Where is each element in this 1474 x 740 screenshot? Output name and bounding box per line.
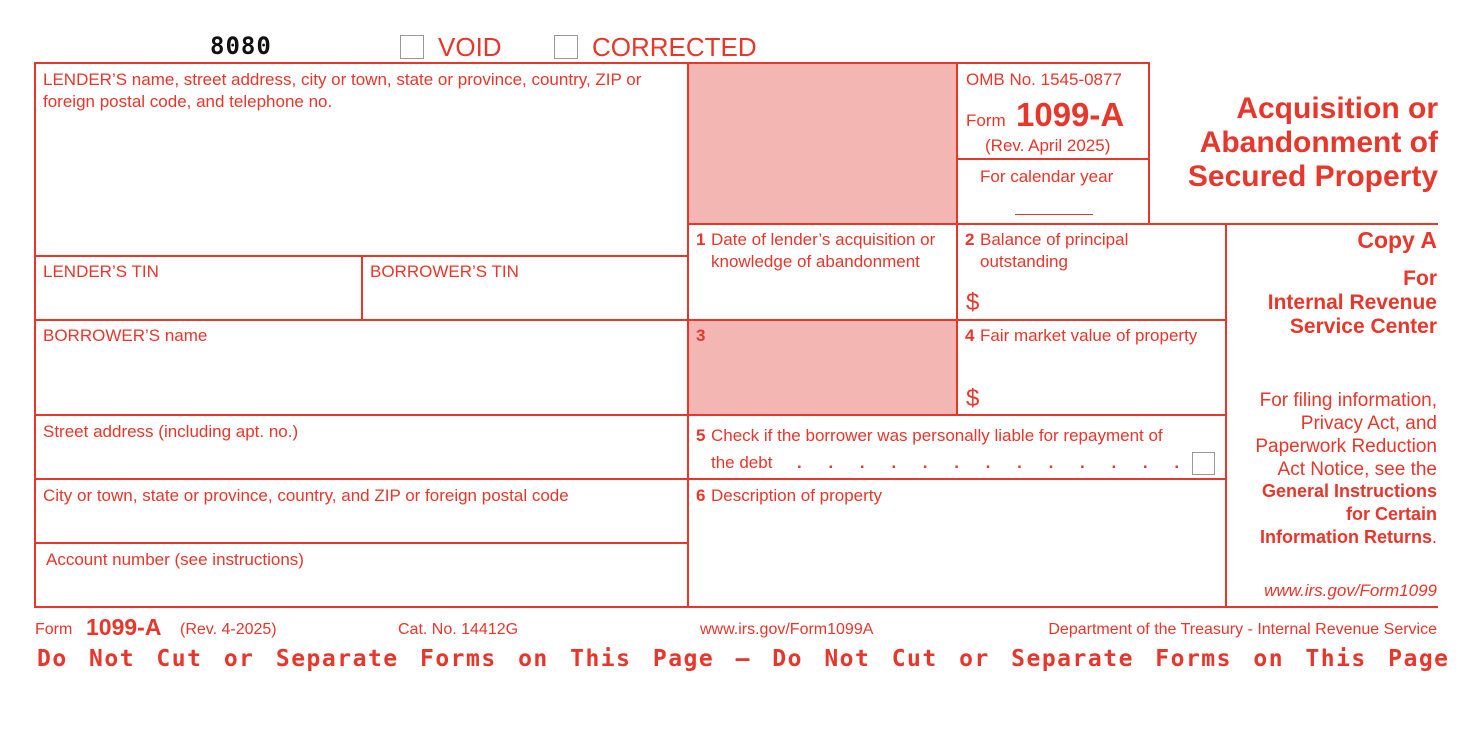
calendar-year-label: For calendar year xyxy=(980,167,1114,186)
grid-line xyxy=(687,62,689,608)
box2-label: Balance of principal outstanding xyxy=(980,230,1129,271)
box2-field[interactable] xyxy=(985,284,1223,318)
box4-field[interactable] xyxy=(985,380,1223,413)
box2-number: 2 xyxy=(965,230,975,249)
copy-label: Copy A xyxy=(1357,227,1437,253)
irs-url-link[interactable]: www.irs.gov/Form1099 xyxy=(1264,581,1437,600)
do-not-cut-warning: Do Not Cut or Separate Forms on This Page — Do Not Cut or Separate Forms on This Page xyxy=(37,646,1450,672)
box4-label: Fair market value of property xyxy=(980,326,1198,345)
info-line1: For filing information, xyxy=(1259,390,1437,411)
grid-line xyxy=(34,414,1226,416)
corrected-label: CORRECTED xyxy=(592,32,757,62)
box5-leader-dots: . . . . . . . . . . . . . xyxy=(797,453,1191,472)
box3-number: 3 xyxy=(696,326,706,345)
box6-number: 6 xyxy=(696,486,706,505)
box2-dollar: $ xyxy=(966,289,980,316)
calendar-year-field[interactable] xyxy=(1015,190,1093,214)
box5-checkbox[interactable] xyxy=(1192,452,1215,475)
form-title-line1: Acquisition or xyxy=(1236,92,1438,125)
lender-name-field[interactable] xyxy=(37,112,686,254)
form-title-line2: Abandonment of xyxy=(1199,126,1438,159)
lender-tin-label: LENDER’S TIN xyxy=(43,262,159,281)
borrower-tin-field[interactable] xyxy=(364,286,686,318)
form-code: 8080 xyxy=(210,32,272,60)
grid-line xyxy=(957,158,1149,160)
box4-dollar: $ xyxy=(966,385,980,412)
info-line6: for Certain xyxy=(1345,504,1437,524)
grid-line xyxy=(34,478,1226,480)
grid-line xyxy=(34,319,1226,321)
grid-line xyxy=(34,62,36,608)
department-label: Department of the Treasury - Internal Revenue Service xyxy=(1048,621,1437,638)
shaded-area-top xyxy=(689,63,957,224)
box4-number: 4 xyxy=(965,326,975,345)
box6-field[interactable] xyxy=(690,510,1224,604)
void-checkbox[interactable] xyxy=(400,35,424,59)
grid-line xyxy=(34,62,1150,64)
borrower-name-field[interactable] xyxy=(37,350,686,412)
footer-revision: (Rev. 4-2025) xyxy=(180,621,277,638)
borrower-tin-label: BORROWER’S TIN xyxy=(370,262,519,281)
footer-url-link[interactable]: www.irs.gov/Form1099A xyxy=(700,621,874,638)
borrower-name-label: BORROWER’S name xyxy=(43,326,208,345)
box1-number: 1 xyxy=(696,230,706,249)
grid-line xyxy=(956,62,958,416)
void-label: VOID xyxy=(438,32,502,62)
info-line7-text: Information Returns xyxy=(1259,527,1432,547)
account-number-label: Account number (see instructions) xyxy=(46,550,304,569)
omb-form-number: 1099-A xyxy=(1016,96,1125,133)
omb-number: OMB No. 1545-0877 xyxy=(966,70,1122,89)
footer-form-word: Form xyxy=(35,621,73,638)
year-underline xyxy=(1015,214,1093,215)
corrected-checkbox[interactable] xyxy=(554,35,578,59)
omb-form-word: Form xyxy=(966,111,1006,130)
box5-label: Check if the borrower was personally liable for repayment of xyxy=(711,426,1163,445)
info-line7 xyxy=(1260,526,1437,549)
copy-irs-line1: Internal Revenue xyxy=(1267,291,1437,314)
box5-number: 5 xyxy=(696,426,706,445)
catalog-number: Cat. No. 14412G xyxy=(398,621,519,638)
omb-revision: (Rev. April 2025) xyxy=(985,136,1111,155)
info-line5: General Instructions xyxy=(1261,481,1437,501)
box1-label: Date of lender’s acquisition or knowledge of abandonment xyxy=(711,230,936,271)
lender-tin-field[interactable] xyxy=(37,286,360,318)
street-address-field[interactable] xyxy=(37,446,686,477)
box6-label: Description of property xyxy=(711,486,883,505)
info-line3: Paperwork Reduction xyxy=(1255,436,1437,457)
box5-label-line2: the debt xyxy=(711,453,773,472)
account-number-field[interactable] xyxy=(37,574,686,605)
city-field[interactable] xyxy=(37,510,686,541)
grid-line xyxy=(1148,62,1150,224)
city-label: City or town, state or province, country, and ZIP or foreign postal code xyxy=(43,486,569,505)
copy-for: For xyxy=(1403,267,1437,290)
shaded-box-3 xyxy=(689,321,957,415)
info-line2: Privacy Act, and xyxy=(1300,413,1437,434)
info-line4: Act Notice, see the xyxy=(1277,459,1437,480)
info-line7-period: . xyxy=(1431,527,1437,547)
box1-field[interactable] xyxy=(690,276,955,318)
lender-name-label: LENDER’S name, street address, city or town, state or province, country, ZIP or foreign postal code, and telephone no. xyxy=(43,70,642,111)
copy-irs-line2: Service Center xyxy=(1289,315,1437,338)
street-address-label: Street address (including apt. no.) xyxy=(43,422,299,441)
form-title-line3: Secured Property xyxy=(1187,160,1438,193)
grid-line xyxy=(34,542,688,544)
grid-line xyxy=(34,606,1438,608)
footer-form-number: 1099-A xyxy=(86,614,162,640)
grid-line xyxy=(361,256,363,320)
grid-line xyxy=(688,223,1438,225)
